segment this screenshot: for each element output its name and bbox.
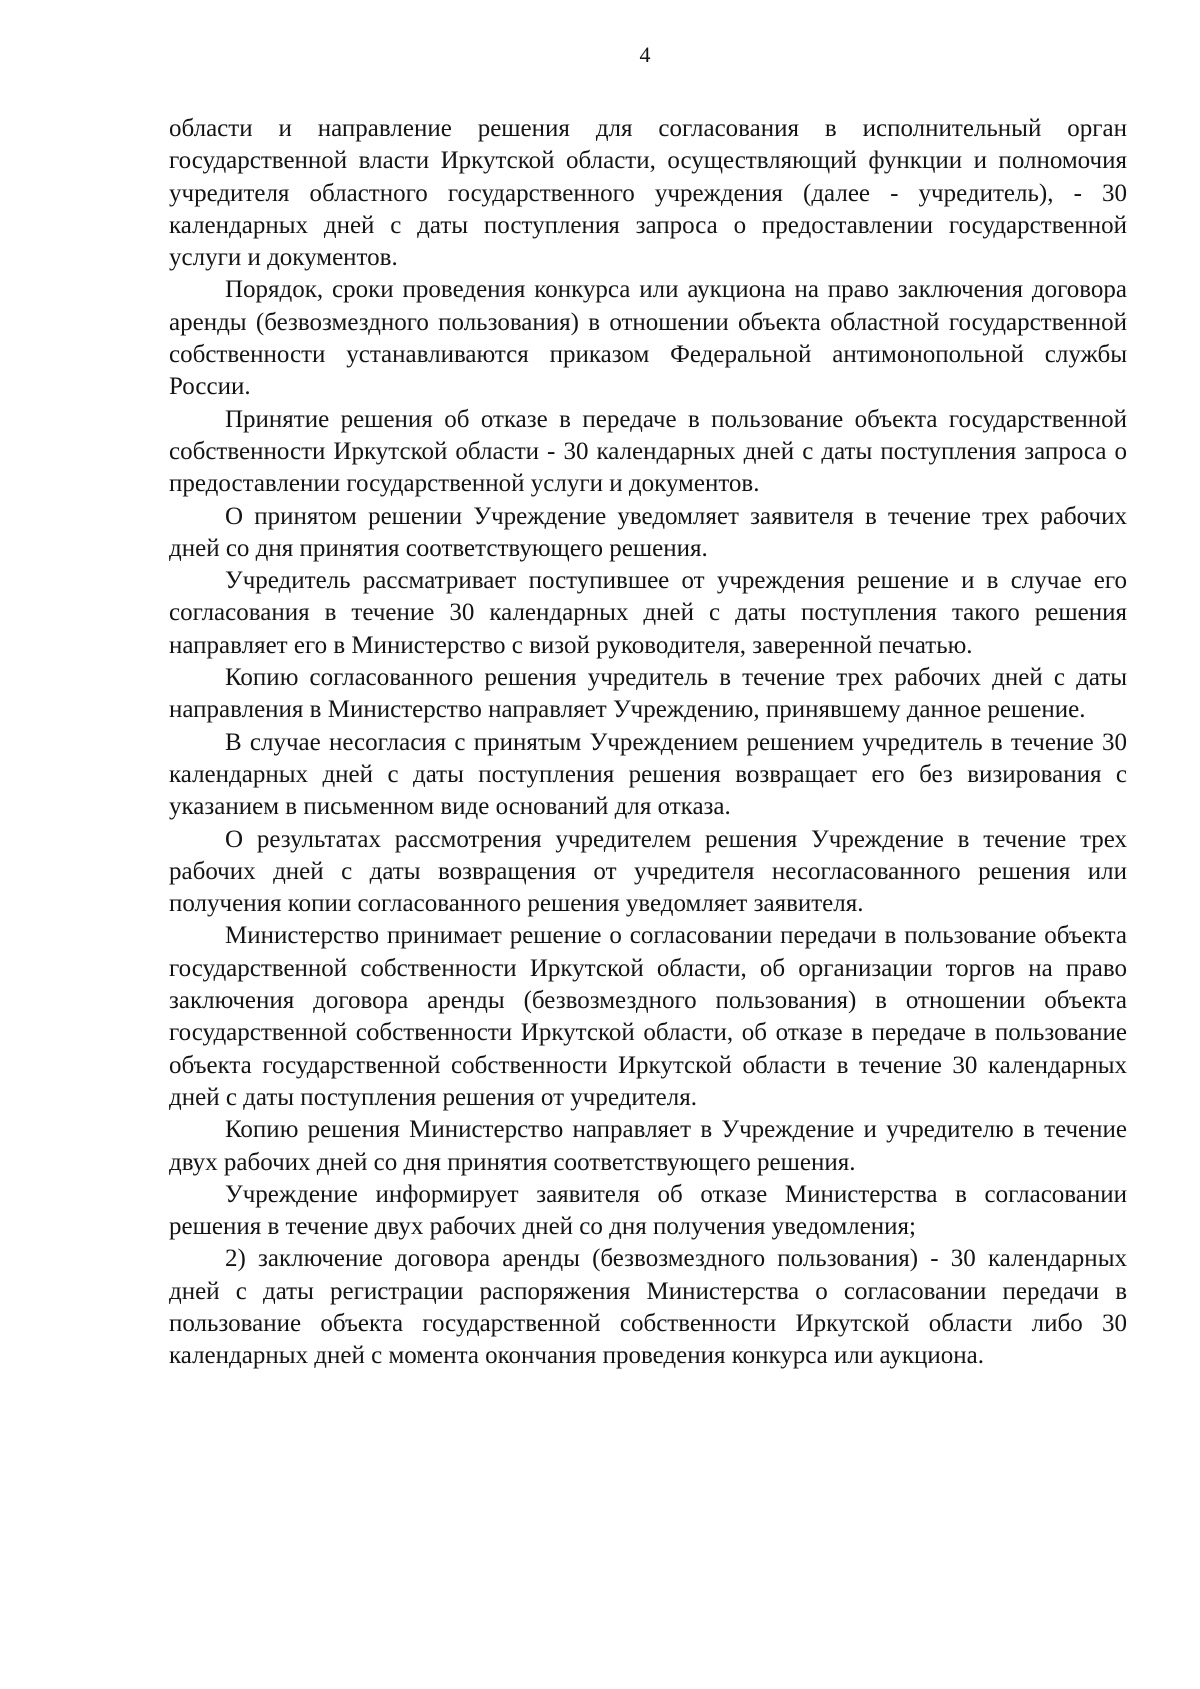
document-body <box>169 113 1127 1373</box>
paragraph-10: Копию решения Министерство направляет в Учреждение и учредителю в течение двух рабочих дней со дня принятия соответствующего решения. <box>169 1116 1127 1176</box>
paragraph-4: О принятом решении Учреждение уведомляет заявителя в течение трех рабочих дней со дня принятия соответствующего решения. <box>169 502 1127 562</box>
paragraph-9: Министерство принимает решение о согласовании передачи в пользование объекта государственной собственности Иркутской области, об организации торгов на право заключения договора аренды (безвозмездного пользования) в отношении объекта государственной собственности Иркутской области, об отказе в передаче в пользование объекта государственной собственности Иркутской области в течение 30 календарных дней с даты поступления решения от учредителя. <box>169 922 1127 1111</box>
paragraph-7: В случае несогласия с принятым Учреждением решением учредитель в течение 30 календарных дней с даты поступления решения возвращает его без визирования с указанием в письменном виде оснований для отказа. <box>169 728 1127 821</box>
paragraph-3: Принятие решения об отказе в передаче в пользование объекта государственной собственности Иркутской области - 30 календарных дней с даты поступления запроса о предоставлении государственной услуги и документов. <box>169 405 1127 498</box>
paragraph-12: 2) заключение договора аренды (безвозмездного пользования) - 30 календарных дней с даты регистрации распоряжения Министерства о согласовании передачи в пользование объекта государственной собственности Иркутской области либо 30 календарных дней с момента окончания проведения конкурса или аукциона. <box>169 1245 1127 1370</box>
paragraph-1: области и направление решения для согласования в исполнительный орган государственной власти Иркутской области, осуществляющий функции и полномочия учредителя областного государственного учреждения (далее - учредитель), - 30 календарных дней с даты поступления запроса о предоставлении государственной услуги и документов. <box>169 115 1127 272</box>
paragraph-5: Учредитель рассматривает поступившее от учреждения решение и в случае его согласования в течение 30 календарных дней с даты поступления такого решения направляет его в Министерство с визой руководителя, заверенной печатью. <box>169 567 1127 659</box>
paragraph-2: Порядок, сроки проведения конкурса или аукциона на право заключения договора аренды (безвозмездного пользования) в отношении объекта областной государственной собственности устанавливаются приказом Федеральной антимонопольной службы России. <box>169 276 1127 401</box>
paragraph-6: Копию согласованного решения учредитель в течение трех рабочих дней с даты направления в Министерство направляет Учреждению, принявшему данное решение. <box>169 664 1127 724</box>
paragraph-11: Учреждение информирует заявителя об отказе Министерства в согласовании решения в течение двух рабочих дней со дня получения уведомления; <box>169 1180 1127 1241</box>
paragraph-8: О результатах рассмотрения учредителем решения Учреждение в течение трех рабочих дней с даты возвращения от учредителя несогласованного решения или получения копии согласованного решения уведомляет заявителя. <box>169 825 1127 918</box>
page-number: 4 <box>639 42 651 67</box>
